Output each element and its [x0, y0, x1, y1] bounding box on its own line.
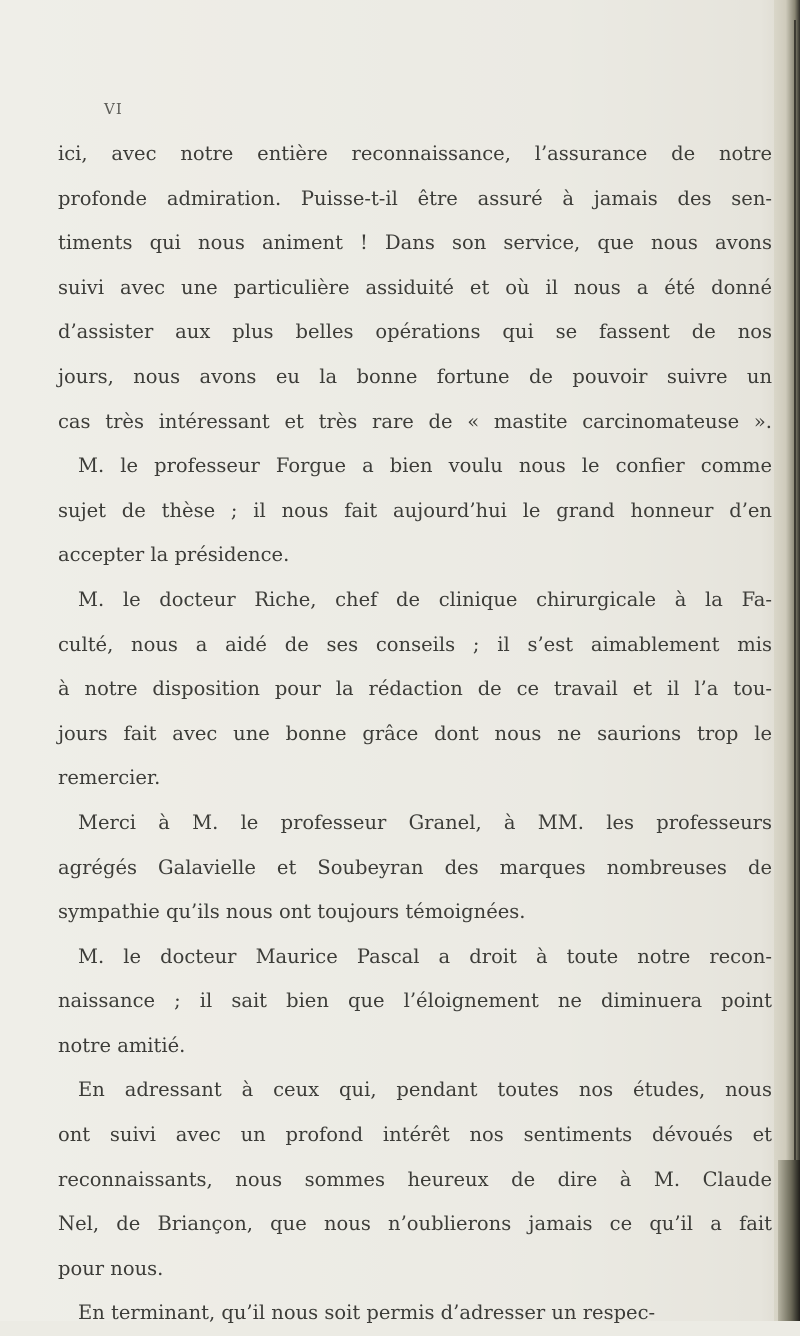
text-line: pour nous.	[58, 1256, 164, 1280]
edge-shadow	[778, 1160, 800, 1321]
text-line: naissance ; il sait bien que l’éloignement ne diminuera point	[58, 989, 772, 1013]
text-line: ici, avec notre entière reconnaissance, l’assurance de notre	[58, 142, 772, 165]
text-line: remercier.	[58, 766, 161, 790]
text-line: culté, nous a aidé de ses conseils ; il s’est aimablement mis	[58, 632, 772, 656]
text-line: M. le docteur Riche, chef de clinique chirurgicale à la Fa-	[78, 587, 772, 611]
text-line: jours fait avec une bonne grâce dont nous ne saurions trop le	[58, 721, 772, 745]
text-line: reconnaissants, nous sommes heureux de dire à M. Claude	[58, 1167, 772, 1191]
text-line: M. le professeur Forgue a bien voulu nous le confier comme	[78, 454, 772, 478]
page-number: VI	[104, 100, 123, 118]
text-line: M. le docteur Maurice Pascal a droit à toute notre recon-	[78, 944, 772, 968]
text-line: En adressant à ceux qui, pendant toutes nos études, nous	[78, 1078, 772, 1102]
text-line: Nel, de Briançon, que nous n’oublierons jamais ce qu’il a fait	[58, 1212, 772, 1236]
text-line: notre amitié.	[58, 1033, 186, 1057]
page-edge	[774, 0, 800, 1321]
text-line: cas très intéressant et très rare de « mastite carcinomateuse ».	[58, 409, 772, 433]
text-line: sympathie qu’ils nous ont toujours témoignées.	[58, 900, 526, 924]
binding-line	[794, 20, 796, 1310]
text-line: suivi avec une particulière assiduité et où il nous a été donné	[58, 275, 772, 299]
body-text	[58, 132, 772, 1336]
text-line: Merci à M. le professeur Granel, à MM. les professeurs	[78, 810, 772, 834]
text-line: sujet de thèse ; il nous fait aujourd’hui le grand honneur d’en	[58, 498, 772, 522]
text-line: accepter la présidence.	[58, 543, 290, 567]
text-line: à notre disposition pour la rédaction de ce travail et il l’a tou-	[58, 677, 772, 701]
text-line: jours, nous avons eu la bonne fortune de pouvoir suivre un	[58, 364, 772, 388]
text-line: d’assister aux plus belles opérations qui se fassent de nos	[58, 320, 772, 344]
text-line: En terminant, qu’il nous soit permis d’adresser un respec-	[78, 1301, 656, 1325]
text-line: ont suivi avec un profond intérêt nos sentiments dévoués et	[58, 1123, 772, 1147]
text-line: agrégés Galavielle et Soubeyran des marques nombreuses de	[58, 855, 772, 879]
text-line: profonde admiration. Puisse-t-il être assuré à jamais des sen-	[58, 186, 772, 210]
text-line: timents qui nous animent ! Dans son service, que nous avons	[58, 231, 772, 255]
